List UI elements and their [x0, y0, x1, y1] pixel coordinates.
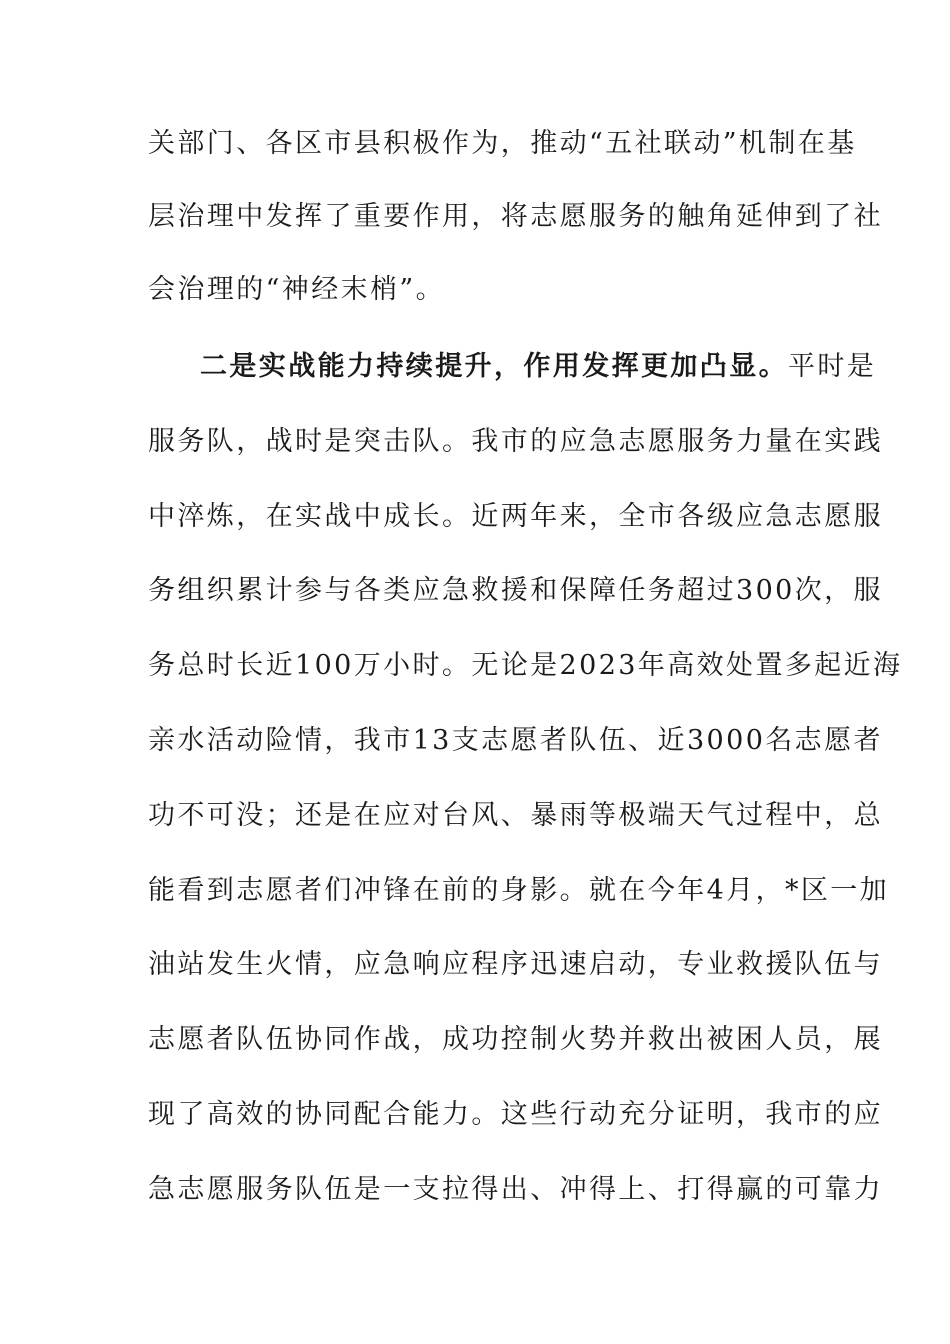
paragraph-line: 务总时长近100万小时。无论是2023年高效处置多起近海 — [148, 650, 903, 681]
paragraph-line: 中淬炼，在实战中成长。近两年来，全市各级应急志愿服 — [148, 501, 883, 532]
paragraph-line: 会治理的“神经末梢”。 — [148, 274, 446, 305]
paragraph-line: 亲水活动险情，我市13支志愿者队伍、近3000名志愿者 — [148, 725, 883, 756]
paragraph-line: 现了高效的协同配合能力。这些行动充分证明，我市的应 — [148, 1099, 883, 1130]
paragraph-line: 功不可没；还是在应对台风、暴雨等极端天气过程中，总 — [148, 800, 883, 831]
paragraph-line: 关部门、各区市县积极作为，推动“五社联动”机制在基 — [148, 128, 857, 159]
paragraph-text: 平时是 — [788, 351, 877, 382]
paragraph-line: 油站发生火情，应急响应程序迅速启动，专业救援队伍与 — [148, 949, 883, 980]
paragraph-line: 务组织累计参与各类应急救援和保障任务超过300次，服 — [148, 575, 883, 606]
paragraph-line: 能看到志愿者们冲锋在前的身影。就在今年4月，*区一加 — [148, 875, 890, 906]
paragraph-line: 急志愿服务队伍是一支拉得出、冲得上、打得赢的可靠力 — [148, 1174, 883, 1205]
paragraph-line: 层治理中发挥了重要作用，将志愿服务的触角延伸到了社 — [148, 201, 883, 232]
section-heading: 二是实战能力持续提升，作用发挥更加凸显。 — [200, 351, 788, 382]
paragraph-first-line — [200, 347, 877, 387]
paragraph-line: 志愿者队伍协同作战，成功控制火势并救出被困人员，展 — [148, 1024, 883, 1055]
paragraph-line: 服务队，战时是突击队。我市的应急志愿服务力量在实践 — [148, 426, 883, 457]
